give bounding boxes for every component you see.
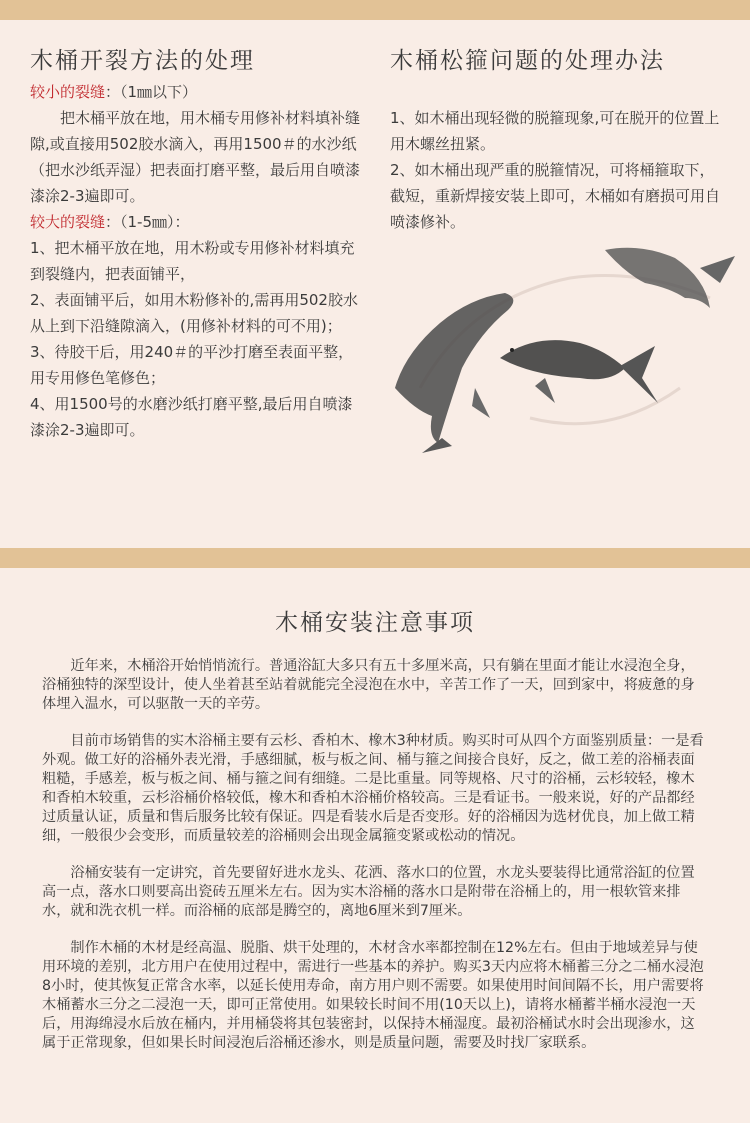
install-paragraph: 目前市场销售的实木浴桶主要有云杉、香柏木、橡木3种材质。购买时可从四个方面鉴别质量：一是看外观。做工好的浴桶外表光滑，手感细腻，板与板之间、桶与箍之间接合良好，反之，做工差的浴桶表面粗糙，手感差，板与板之间、桶与箍之间有细缝。二是比重量。同等规格、尺寸的浴桶，云杉较轻，橡木和香柏木较重，云杉浴桶价格较低，橡木和香柏木浴桶价格较高。三是看证书。一般来说，好的产品都经过质量认证，质量和售后服务比较有保证。四是看装水后是否变形。好的浴桶因为选材优良，加上做工精细，一般很少会变形，而质量较差的浴桶则会出现金属箍变紧或松动的情况。: [42, 733, 704, 844]
small-crack-heading: [30, 79, 360, 105]
large-crack-step: 2、表面铺平后，如用木粉修补的,需再用502胶水从上到下沿缝隙滴入，(用修补材料的可不用)；: [30, 291, 358, 335]
installation-notes-title: 木桶安装注意事项: [275, 610, 475, 636]
small-crack-label: 较小的裂缝: [30, 83, 106, 101]
large-crack-size: ：（1-5㎜）：: [105, 213, 190, 231]
middle-border-band: [0, 548, 750, 568]
ink-koi-fish-illustration: [380, 238, 740, 453]
hoop-step: 2、如木桶出现严重的脱箍情况，可将桶箍取下，截短，重新焊接安装上即可，木桶如有磨损可用自喷漆修补。: [390, 161, 721, 231]
crack-repair-section: [30, 79, 360, 443]
hoop-repair-title: 木桶松箍问题的处理办法: [390, 48, 665, 74]
large-crack-label: 较大的裂缝: [30, 213, 106, 231]
install-paragraph: 制作木桶的木材是经高温、脱脂、烘干处理的，木材含水率都控制在12%左右。但由于地域差异与使用环境的差别，北方用户在使用过程中，需进行一些基本的养护。购买3天内应将木桶蓄三分之二桶水浸泡8小时，使其恢复正常含水率，以延长使用寿命，南方用户则不需要。如果使用时间间隔不长，用户需要将木桶蓄水三分之二浸泡一天，即可正常使用。如果较长时间不用(10天以上)，请将水桶蓄半桶水浸泡一天后，用海绵浸水后放在桶内，并用桶袋将其包装密封，以保持木桶湿度。最初浴桶试水时会出现渗水，这属于正常现象，但如果长时间浸泡后浴桶还渗水，则是质量问题，需要及时找厂家联系。: [42, 940, 704, 1051]
large-crack-step: 4、用1500号的水磨沙纸打磨平整,最后用自喷漆漆涂2-3遍即可。: [30, 395, 353, 439]
large-crack-step: 3、待胶干后，用240＃的平沙打磨至表面平整，用专用修色笔修色；: [30, 343, 354, 387]
top-border-band: [0, 0, 750, 20]
installation-notes-body: [42, 657, 706, 1071]
crack-repair-title: 木桶开裂方法的处理: [30, 48, 255, 74]
large-crack-heading: [30, 209, 360, 235]
hoop-repair-section: [390, 105, 720, 235]
hoop-step: 1、如木桶出现轻微的脱箍现象,可在脱开的位置上用木螺丝扭紧。: [390, 109, 720, 153]
install-paragraph: 浴桶安装有一定讲究，首先要留好进水龙头、花洒、落水口的位置，水龙头要装得比通常浴缸的位置高一点，落水口则要高出瓷砖五厘米左右。因为实木浴桶的落水口是附带在浴桶上的，用一根软管来排水，就和洗衣机一样。而浴桶的底部是腾空的，离地6厘米到7厘米。: [42, 865, 695, 919]
large-crack-step: 1、把木桶平放在地，用木粉或专用修补材料填充到裂缝内，把表面铺平，: [30, 239, 355, 283]
small-crack-text: 把木桶平放在地，用木桶专用修补材料填补缝隙,或直接用502胶水滴入，再用1500＃的水沙纸（把水沙纸弄湿）把表面打磨平整，最后用自喷漆漆涂2-3遍即可。: [30, 109, 361, 205]
install-paragraph: 近年来，木桶浴开始悄悄流行。普通浴缸大多只有五十多厘米高，只有躺在里面才能让水浸泡全身，浴桶独特的深型设计，使人坐着甚至站着就能完全浸泡在水中，辛苦工作了一天，回到家中，将疲惫的身体埋入温水，可以驱散一天的辛劳。: [42, 658, 695, 712]
small-crack-size: ：（1㎜以下）: [105, 83, 198, 101]
